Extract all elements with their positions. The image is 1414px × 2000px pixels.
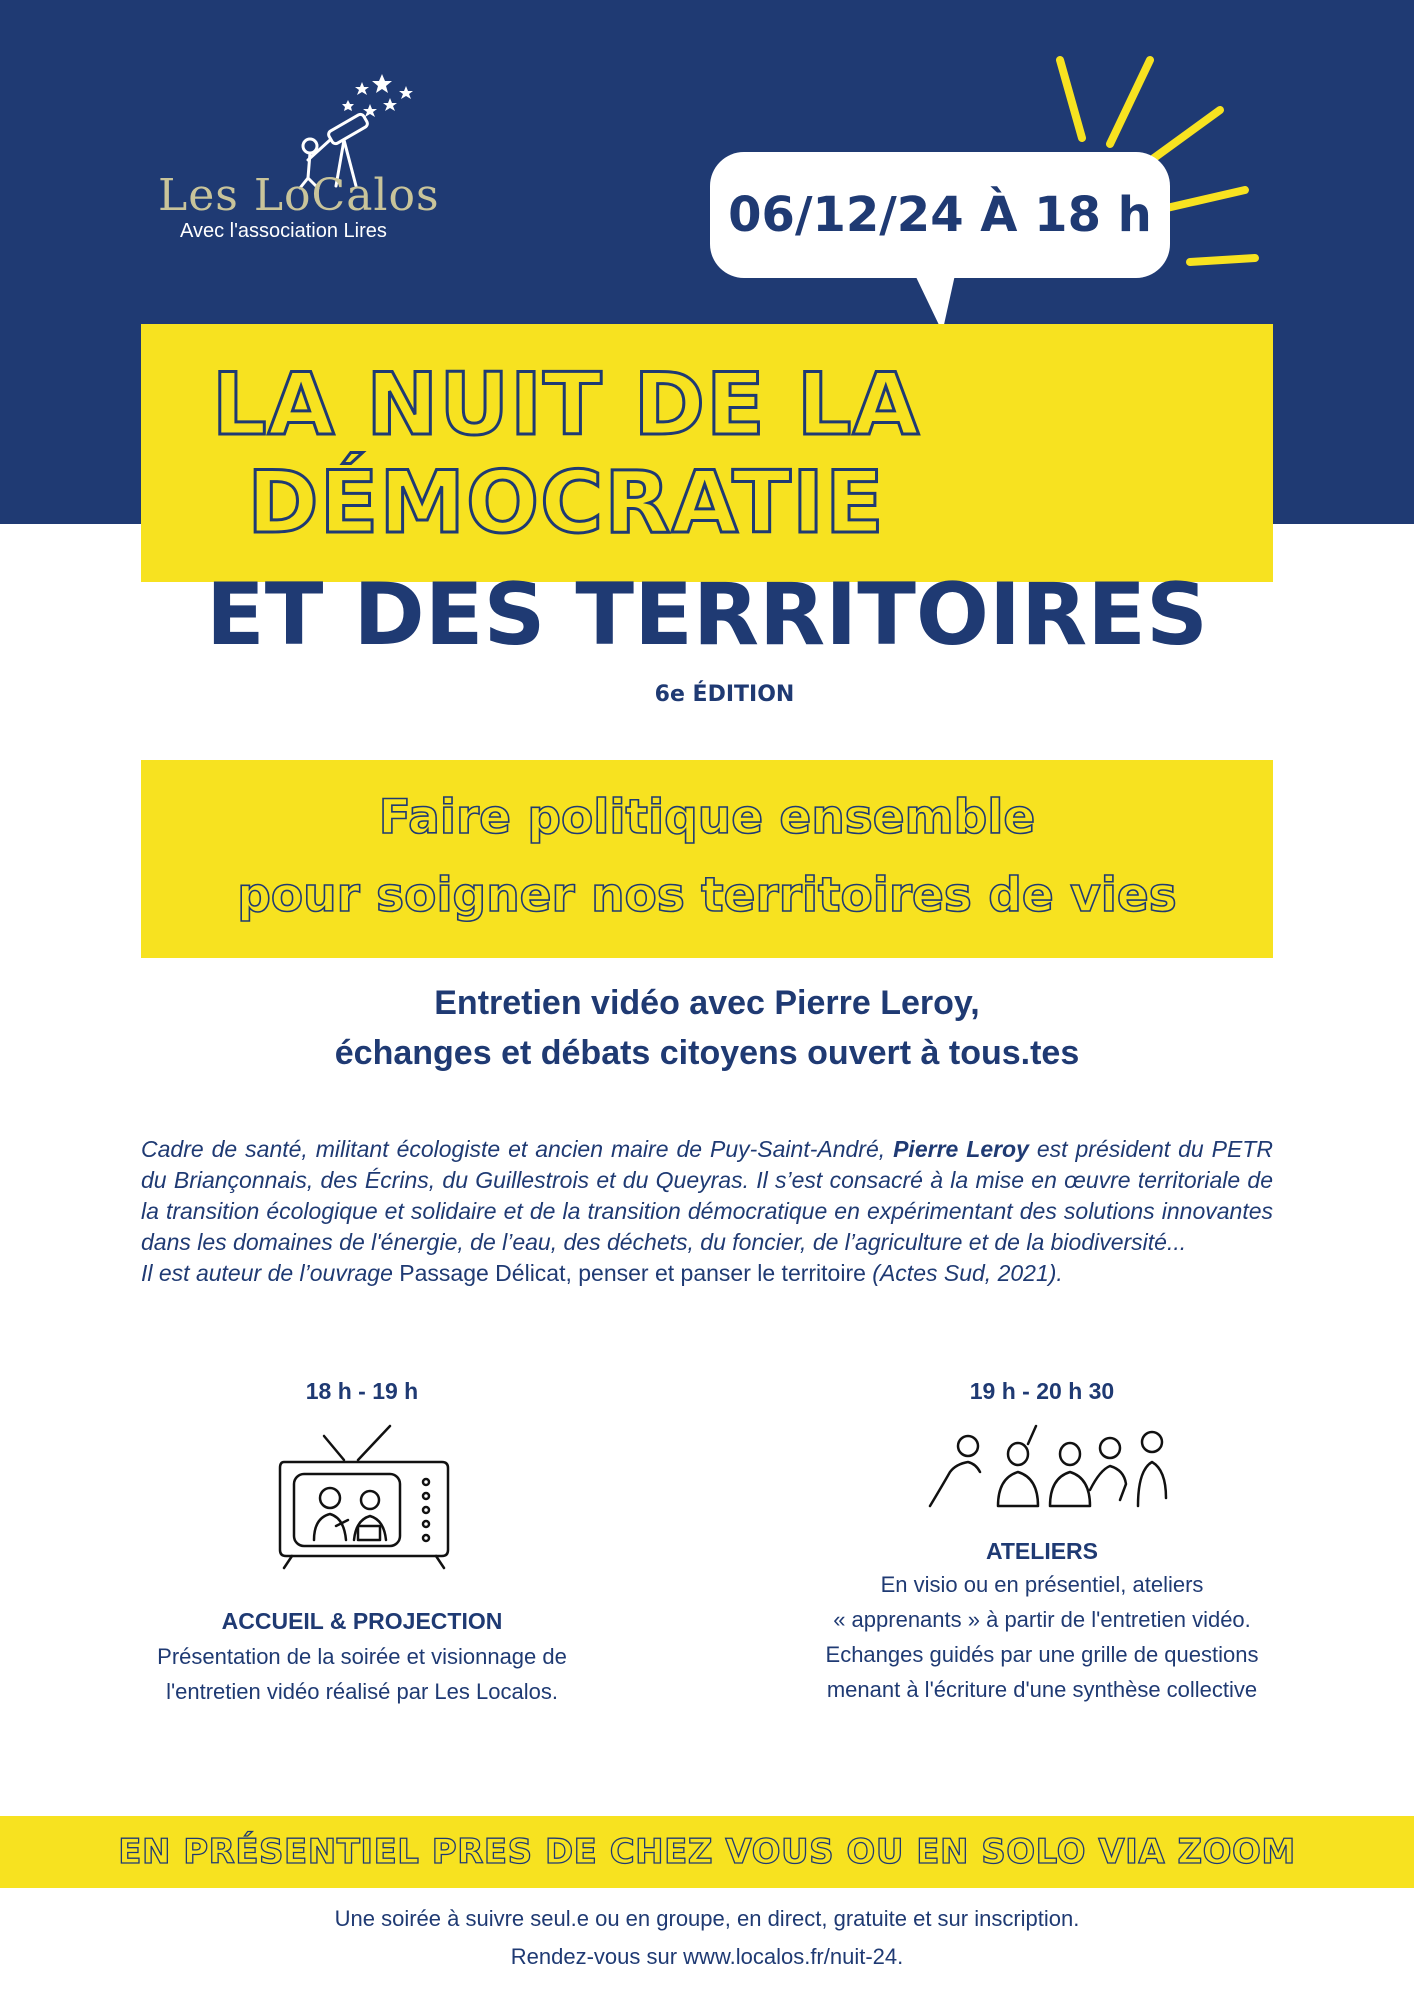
program-block-1 [122, 1608, 602, 1709]
program-desc-2b: « apprenants » à partir de l'entretien vidéo. [833, 1607, 1251, 1632]
title-line-1: LA NUIT DE LA [211, 355, 921, 455]
footer-banner-text: EN PRÉSENTIEL PRES DE CHEZ VOUS OU EN SOLO VIA ZOOM [118, 1832, 1296, 1872]
footer-banner [0, 1816, 1414, 1888]
footer-line-1: Une soirée à suivre seul.e ou en groupe, en direct, gratuite et sur inscription. [334, 1906, 1080, 1931]
interview-heading [0, 978, 1414, 1078]
date-speech-bubble [710, 152, 1170, 332]
program-title-1: ACCUEIL & PROJECTION [221, 1608, 503, 1634]
program-title-2: ATELIERS [985, 1538, 1099, 1564]
bio-paragraph [141, 1134, 1273, 1258]
speaker-bio [141, 1134, 1273, 1289]
television-icon [270, 1422, 460, 1572]
bio-text-2: est président du PETR du Briançonnais, des Écrins, du Guillestrois et du Queyras. Il s’est consacré à la mise en œuvre territoriale de la transition écologique et solidaire et de la transition démocratique en expérimentant des solutions innovantes dans les domaines de l'énergie, de l’eau, des déchets, du foncier, de l’agriculture et de la biodiversité... [141, 1136, 1273, 1255]
title-line-2: DÉMOCRATIE [247, 453, 885, 553]
interview-line-2: échanges et débats citoyens ouvert à tous.tes [334, 1034, 1080, 1072]
book-prefix: Il est auteur de l’ouvrage [141, 1260, 400, 1286]
program-desc-1a: Présentation de la soirée et visionnage de [157, 1644, 567, 1669]
program-desc-2c: Echanges guidés par une grille de questions [825, 1642, 1259, 1667]
logo-subtitle: Avec l'association Lires [180, 220, 387, 242]
subtitle-box [141, 760, 1273, 958]
bubble-tail [914, 272, 969, 332]
bio-book-line [141, 1258, 1273, 1289]
program-desc-1b: l'entretien vidéo réalisé par Les Localos. [166, 1679, 558, 1704]
footer-line-2: Rendez-vous sur www.localos.fr/nuit-24. [510, 1944, 904, 1969]
logo-wordmark: Les LoCalos [158, 170, 440, 221]
localos-logo [150, 60, 450, 250]
footer-info [0, 1900, 1414, 1976]
title-line-3: ET DES TERRITOIRES [206, 565, 1208, 665]
event-date: 06/12/24 À 18 h [728, 187, 1152, 243]
program-desc-2d: menant à l'écriture d'une synthèse collective [826, 1677, 1258, 1702]
program-block-2 [802, 1538, 1282, 1707]
program-time-2: 19 h - 20 h 30 [969, 1378, 1115, 1404]
book-suffix: (Actes Sud, 2021). [865, 1260, 1063, 1286]
program-desc-2a: En visio ou en présentiel, ateliers [880, 1572, 1204, 1597]
interview-line-1: Entretien vidéo avec Pierre Leroy, [434, 984, 980, 1022]
edition-label: 6e ÉDITION [654, 682, 795, 707]
bio-text-1: Cadre de santé, militant écologiste et ancien maire de Puy-Saint-André, [141, 1136, 894, 1162]
subtitle-line-1: Faire politique ensemble [378, 790, 1036, 845]
book-title: Passage Délicat, penser et panser le territoire [399, 1260, 866, 1286]
speaker-name: Pierre Leroy [893, 1136, 1029, 1162]
bubble-body [710, 152, 1170, 278]
subtitle-line-2: pour soigner nos territoires de vies [237, 868, 1177, 923]
program-time-1: 18 h - 19 h [305, 1378, 419, 1404]
group-of-people-icon [920, 1420, 1180, 1520]
